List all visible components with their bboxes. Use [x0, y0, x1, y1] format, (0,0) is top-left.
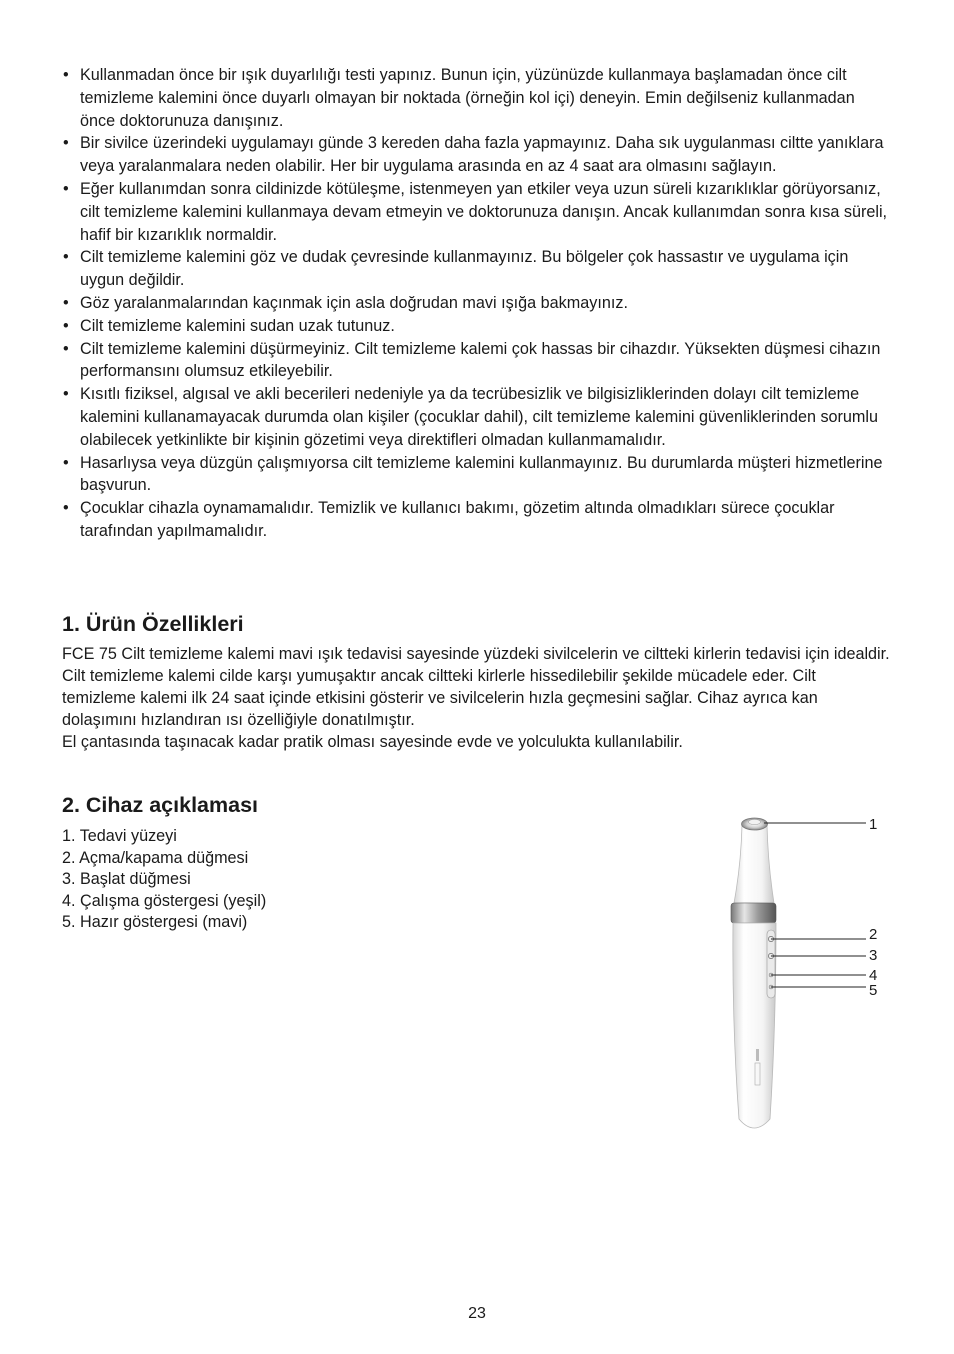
safety-bullet: • Çocuklar cihazla oynamamalıdır. Temizlik ve kullanıcı bakımı, gözetim altında olmadıkları sürece çocuklar tarafından yapılmamalıdır. [62, 497, 892, 543]
safety-bullet: • Kısıtlı fiziksel, algısal ve akli becerileri nedeniyle ya da tecrübesizlik ve bilgisizliklerinden dolayı cilt temizleme kalemini kullanamayacak durumda olan kişiler (çocuklar dahil), cilt temizleme kalemini güvenliklerinden sorumlu olabilecek yetkinlikte bir kişinin gözetimi veya direktifleri olmadan kullanmamalıdır. [62, 383, 892, 451]
features-paragraph: FCE 75 Cilt temizleme kalemi mavi ışık tedavisi sayesinde yüzdeki sivilcelerin ve ciltteki kirlerin tedavisi için idealdir. [62, 645, 890, 663]
safety-bullet: • Cilt temizleme kalemini sudan uzak tutunuz. [62, 315, 892, 338]
features-paragraph: El çantasında taşınacak kadar pratik olması sayesinde evde ve yolculukta kullanılabilir. [62, 733, 683, 751]
safety-bullet: • Cilt temizleme kalemini göz ve dudak çevresinde kullanmayınız. Bu bölgeler çok hassastır ve uygulama için uygun değildir. [62, 246, 892, 292]
part-item: 5. Hazır göstergesi (mavi) [62, 913, 248, 931]
section-heading-device-description: 2. Cihaz açıklaması [62, 793, 258, 817]
safety-bullet: • Hasarlıysa veya düzgün çalışmıyorsa cilt temizleme kalemini kullanmayınız. Bu durumlarda müşteri hizmetlerine başvurun. [62, 452, 892, 498]
callout-lines [764, 823, 866, 987]
device-parts-list [62, 826, 266, 934]
safety-bullet: • Göz yaralanmalarından kaçınmak için asla doğrudan mavi ışığa bakmayınız. [62, 292, 892, 315]
features-text [62, 643, 894, 753]
part-item: 3. Başlat düğmesi [62, 870, 191, 888]
page-number: 23 [468, 1305, 486, 1322]
callout-number: 4 [869, 967, 878, 984]
callout-number: 5 [869, 982, 878, 999]
features-paragraph: Cilt temizleme kalemi cilde karşı yumuşaktır ancak ciltteki kirlerle hissedilebilir şekilde mücadele eder. Cilt temizleme kalemi ilk 24 saat içinde etkisini gösterir ve sivilcelerin hızla geçmesini sağlar. Cihaz ayrıca kan dolaşımını hızlandıran ısı özelliğiyle donatılmıştır. [62, 667, 818, 729]
callout-number: 3 [869, 947, 878, 964]
safety-bullet: • Kullanmadan önce bir ışık duyarlılığı testi yapınız. Bunun için, yüzünüzde kullanmaya başlamadan önce cilt temizleme kalemini önce duyarlı olmayan bir noktada (örneğin kol içi) deneyin. Emin değilseniz kullanmadan önce doktorunuza danışınız. [62, 64, 892, 132]
safety-bullet: • Cilt temizleme kalemini düşürmeyiniz. Cilt temizleme kalemi çok hassas bir cihazdır. Yüksekten düşmesi cihazın performansını olumsuz etkileyebilir. [62, 338, 892, 384]
callout-number: 1 [869, 816, 878, 833]
safety-instructions-list [62, 64, 892, 543]
safety-bullet: • Bir sivilce üzerindeki uygulamayı günde 3 kereden daha fazla yapmayınız. Daha sık uygulanması ciltte yanıklara veya yaralanmalara neden olabilir. Her bir uygulama arasında en az 4 saat ara olmasını sağlayın. [62, 132, 892, 178]
safety-bullet: • Eğer kullanımdan sonra cildinizde kötüleşme, istenmeyen yan etkiler veya uzun süreli kızarıklıklar görüyorsanız, cilt temizleme kalemini kullanmaya devam etmeyin ve doktorunuza danışın. Ancak kullanımdan sonra kısa süreli, hafif bir kızarıklık normaldir. [62, 178, 892, 246]
pen-body [731, 818, 776, 1128]
section-heading-features: 1. Ürün Özellikleri [62, 612, 244, 636]
part-item: 1. Tedavi yüzeyi [62, 827, 177, 845]
part-item: 2. Açma/kapama düğmesi [62, 848, 249, 867]
part-item: 4. Çalışma göstergesi (yeşil) [62, 891, 267, 910]
device-illustration [690, 805, 890, 1140]
callout-number: 2 [869, 926, 878, 943]
